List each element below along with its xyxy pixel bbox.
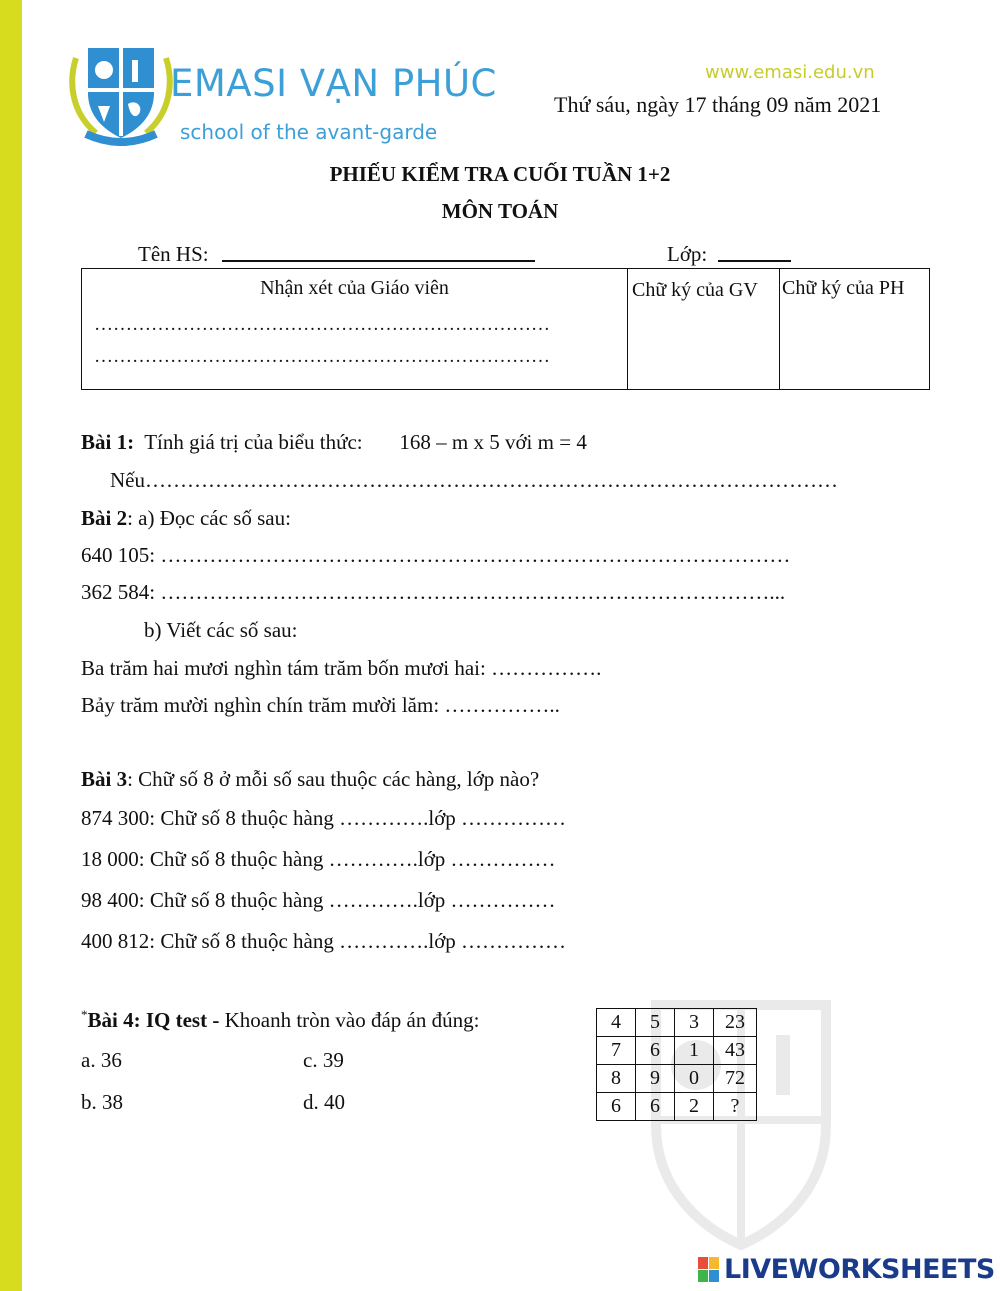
grid-cell-unknown[interactable]: ? <box>714 1093 757 1121</box>
grid-cell: 1 <box>675 1037 714 1065</box>
teacher-signature-cell[interactable] <box>628 269 780 390</box>
option-d[interactable]: d. 40 <box>303 1090 345 1114</box>
school-website: www.emasi.edu.vn <box>705 62 875 83</box>
exercise-2-write-line[interactable]: Bảy trăm mười nghìn chín trăm mười lăm: …………….. <box>81 693 560 717</box>
grid-cell: 9 <box>636 1065 675 1093</box>
exercise-2-part-b: b) Viết các số sau: <box>144 618 298 642</box>
grid-cell: 0 <box>675 1065 714 1093</box>
exercise-3-line[interactable]: 400 812: Chữ số 8 thuộc hàng ………….lớp …………… <box>81 929 567 953</box>
exercise-4-text: Khoanh tròn vào đáp án đúng: <box>219 1008 480 1032</box>
iq-number-grid <box>596 1008 757 1121</box>
comment-dots-line: ……………………………………………………………… <box>94 346 550 367</box>
worksheet-date: Thứ sáu, ngày 17 tháng 09 năm 2021 <box>554 92 882 117</box>
exercise-1-answer-line[interactable]: Nếu……………………………………………………………………………………… <box>110 468 838 492</box>
parent-signature-label: Chữ ký của PH <box>782 277 905 299</box>
student-name-label: Tên HS: <box>138 242 209 266</box>
teacher-signature-label: Chữ ký của GV <box>632 279 758 301</box>
grid-row <box>597 1037 757 1065</box>
grid-row <box>597 1093 757 1121</box>
teacher-comment-cell[interactable] <box>82 269 628 390</box>
option-a[interactable]: a. 36 <box>81 1048 122 1072</box>
worksheet-subject: MÔN TOÁN <box>441 199 559 223</box>
grid-cell: 2 <box>675 1093 714 1121</box>
liveworksheets-logo-icon <box>698 1257 720 1283</box>
school-crest-icon <box>66 38 176 146</box>
grid-cell: 5 <box>636 1009 675 1037</box>
exercise-2 <box>81 506 291 531</box>
worksheet-title: PHIẾU KIỂM TRA CUỐI TUẦN 1+2 <box>329 162 671 186</box>
exercise-1-label: Bài 1: <box>81 430 135 454</box>
exercise-4 <box>81 1007 479 1033</box>
liveworksheets-brand: LIVEWORKSHEETS <box>724 1254 995 1285</box>
grid-cell: 4 <box>597 1009 636 1037</box>
comment-dots-line: ……………………………………………………………… <box>94 314 550 335</box>
exercise-3-label: Bài 3 <box>81 767 128 791</box>
exercise-3 <box>81 767 539 792</box>
exercise-3-text: : Chữ số 8 ở mỗi số sau thuộc các hàng, lớp nào? <box>127 767 540 791</box>
grid-cell: 6 <box>597 1093 636 1121</box>
grid-row <box>597 1065 757 1093</box>
grid-cell: 3 <box>675 1009 714 1037</box>
grid-cell: 43 <box>714 1037 757 1065</box>
grid-cell: 72 <box>714 1065 757 1093</box>
left-accent-bar <box>0 0 22 1291</box>
class-label: Lớp: <box>667 242 708 266</box>
option-c[interactable]: c. 39 <box>303 1048 344 1072</box>
school-brand-name: EMASI VẠN PHÚC <box>170 62 497 105</box>
grid-cell: 7 <box>597 1037 636 1065</box>
exercise-1-text: Tính giá trị của biểu thức: 168 – m x 5 với m = 4 <box>134 430 587 454</box>
exercise-2-read-line[interactable]: 640 105: ……………………………………………………………………………… <box>81 543 791 567</box>
student-name-field[interactable] <box>222 240 535 262</box>
school-tagline: school of the avant-garde <box>180 120 438 144</box>
exercise-2-text: : a) Đọc các số sau: <box>127 506 291 530</box>
grid-cell: 6 <box>636 1037 675 1065</box>
exercise-2-label: Bài 2 <box>81 506 128 530</box>
parent-signature-cell[interactable] <box>780 269 930 390</box>
exercise-1 <box>81 430 587 455</box>
grid-cell: 8 <box>597 1065 636 1093</box>
teacher-comment-label: Nhận xét của Giáo viên <box>260 277 449 299</box>
exercise-2-write-line[interactable]: Ba trăm hai mươi nghìn tám trăm bốn mươi hai: ……………. <box>81 656 602 680</box>
exercise-3-line[interactable]: 98 400: Chữ số 8 thuộc hàng ………….lớp …………… <box>81 888 556 912</box>
exercise-3-line[interactable]: 874 300: Chữ số 8 thuộc hàng ………….lớp …………… <box>81 806 567 830</box>
grid-row <box>597 1009 757 1037</box>
exercise-3-line[interactable]: 18 000: Chữ số 8 thuộc hàng ………….lớp …………… <box>81 847 556 871</box>
comment-signature-table <box>81 268 930 390</box>
exercise-4-star: * <box>81 1007 88 1022</box>
option-b[interactable]: b. 38 <box>81 1090 123 1114</box>
grid-cell: 23 <box>714 1009 757 1037</box>
exercise-4-label: Bài 4: IQ test - <box>87 1008 220 1032</box>
exercise-2-read-line[interactable]: 362 584: ……………………………………………………………………………... <box>81 580 786 604</box>
class-field[interactable] <box>718 240 791 262</box>
grid-cell: 6 <box>636 1093 675 1121</box>
